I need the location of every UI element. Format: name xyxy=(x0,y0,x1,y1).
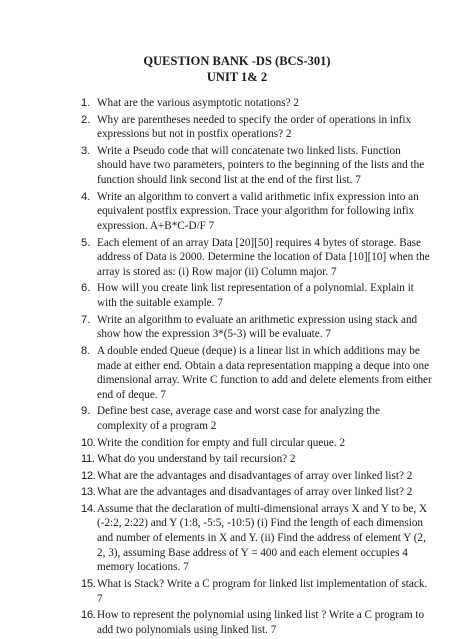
question-item-7 xyxy=(81,313,433,342)
question-item-8 xyxy=(81,344,433,403)
question-item-5 xyxy=(81,236,433,280)
question-text: How will you create link list representation of a polynomial. Explain it with the suitable example. 7 xyxy=(97,282,414,310)
question-item-1 xyxy=(81,96,433,111)
question-item-9 xyxy=(81,404,433,433)
question-item-12 xyxy=(81,469,433,484)
question-item-14 xyxy=(81,502,433,576)
question-text: Define best case, average case and worst case for analyzing the complexity of a program 2 xyxy=(97,405,380,433)
question-text: Each element of an array Data [20][50] requires 4 bytes of storage. Base address of Data is 2000. Determine the location of Data [10][10] when the array is stored as: (i) Row major (ii) Column major. 7 xyxy=(97,236,430,278)
question-item-2 xyxy=(81,113,433,142)
question-item-13 xyxy=(81,485,433,500)
question-number: 13. xyxy=(81,486,96,499)
question-text: Write an algorithm to evaluate an arithmetic expression using stack and show how the expression 3*(5-3) will be evaluate. 7 xyxy=(97,313,418,341)
question-text: Write the condition for empty and full circular queue. 2 xyxy=(97,436,346,449)
question-text: What are the various asymptotic notations? 2 xyxy=(97,97,299,109)
question-item-6 xyxy=(81,281,433,310)
question-item-15 xyxy=(81,577,433,606)
question-number: 2. xyxy=(81,113,91,126)
question-item-11 xyxy=(81,452,433,467)
question-text: Why are parentheses needed to specify the order of operations in infix expressions but not in postfix operations? 2 xyxy=(97,113,412,141)
question-number: 11. xyxy=(81,453,95,466)
question-item-3 xyxy=(81,144,433,188)
question-number: 4. xyxy=(81,190,91,203)
question-number: 7. xyxy=(81,313,91,326)
question-number: 5. xyxy=(81,236,91,249)
question-number: 9. xyxy=(81,405,91,418)
question-number: 12. xyxy=(81,469,96,482)
question-number: 8. xyxy=(81,344,91,357)
question-number: 10. xyxy=(81,436,96,449)
question-item-10 xyxy=(81,436,433,451)
document-title: QUESTION BANK -DS (BCS-301) xyxy=(143,54,331,68)
document-subtitle: UNIT 1& 2 xyxy=(206,70,268,84)
question-text: How to represent the polynomial using linked list ? Write a C program to add two polynomials using linked list. 7 xyxy=(97,609,425,636)
question-number: 14. xyxy=(81,502,96,515)
question-item-16 xyxy=(81,608,433,637)
question-number: 16. xyxy=(81,609,96,622)
question-list xyxy=(81,96,433,639)
question-number: 15. xyxy=(81,577,96,590)
question-text: Write an algorithm to convert a valid arithmetic infix expression into an equivalent postfix expression. Trace your algorithm for following infix expression. A+B*C-D/F 7 xyxy=(97,190,419,233)
question-text: Write a Pseudo code that will concatenate two linked lists. Function should have two parameters, pointers to the beginning of the lists and the function should link second list at the end of the first list. 7 xyxy=(97,144,425,187)
question-text: A double ended Queue (deque) is a linear list in which additions may be made at either end. Obtain a data representation mapping a deque into one dimensional array. Write C function to add and delete elements from either end of deque. 7 xyxy=(97,344,432,401)
question-number: 3. xyxy=(81,144,91,157)
question-text: What are the advantages and disadvantages of array over linked list? 2 xyxy=(97,486,413,499)
question-text: Assume that the declaration of multi-dimensional arrays X and Y to be, X (-2:2, 2:22) and Y (1:8, -5:5, -10:5) (i) Find the length of each dimension and number of elements in X and Y. (ii) Find the address of element Y (2, 2, 3), assuming Base address of Y = 400 and each element occupies 4 memory locations. 7 xyxy=(97,502,428,574)
question-text: What is Stack? Write a C program for linked list implementation of stack. 7 xyxy=(97,577,428,605)
question-number: 6. xyxy=(81,282,91,295)
question-number: 1. xyxy=(81,97,91,109)
question-text: What do you understand by tail recursion? 2 xyxy=(97,453,296,466)
question-item-4 xyxy=(81,190,433,234)
question-text: What are the advantages and disadvantages of array over linked list? 2 xyxy=(97,469,413,482)
